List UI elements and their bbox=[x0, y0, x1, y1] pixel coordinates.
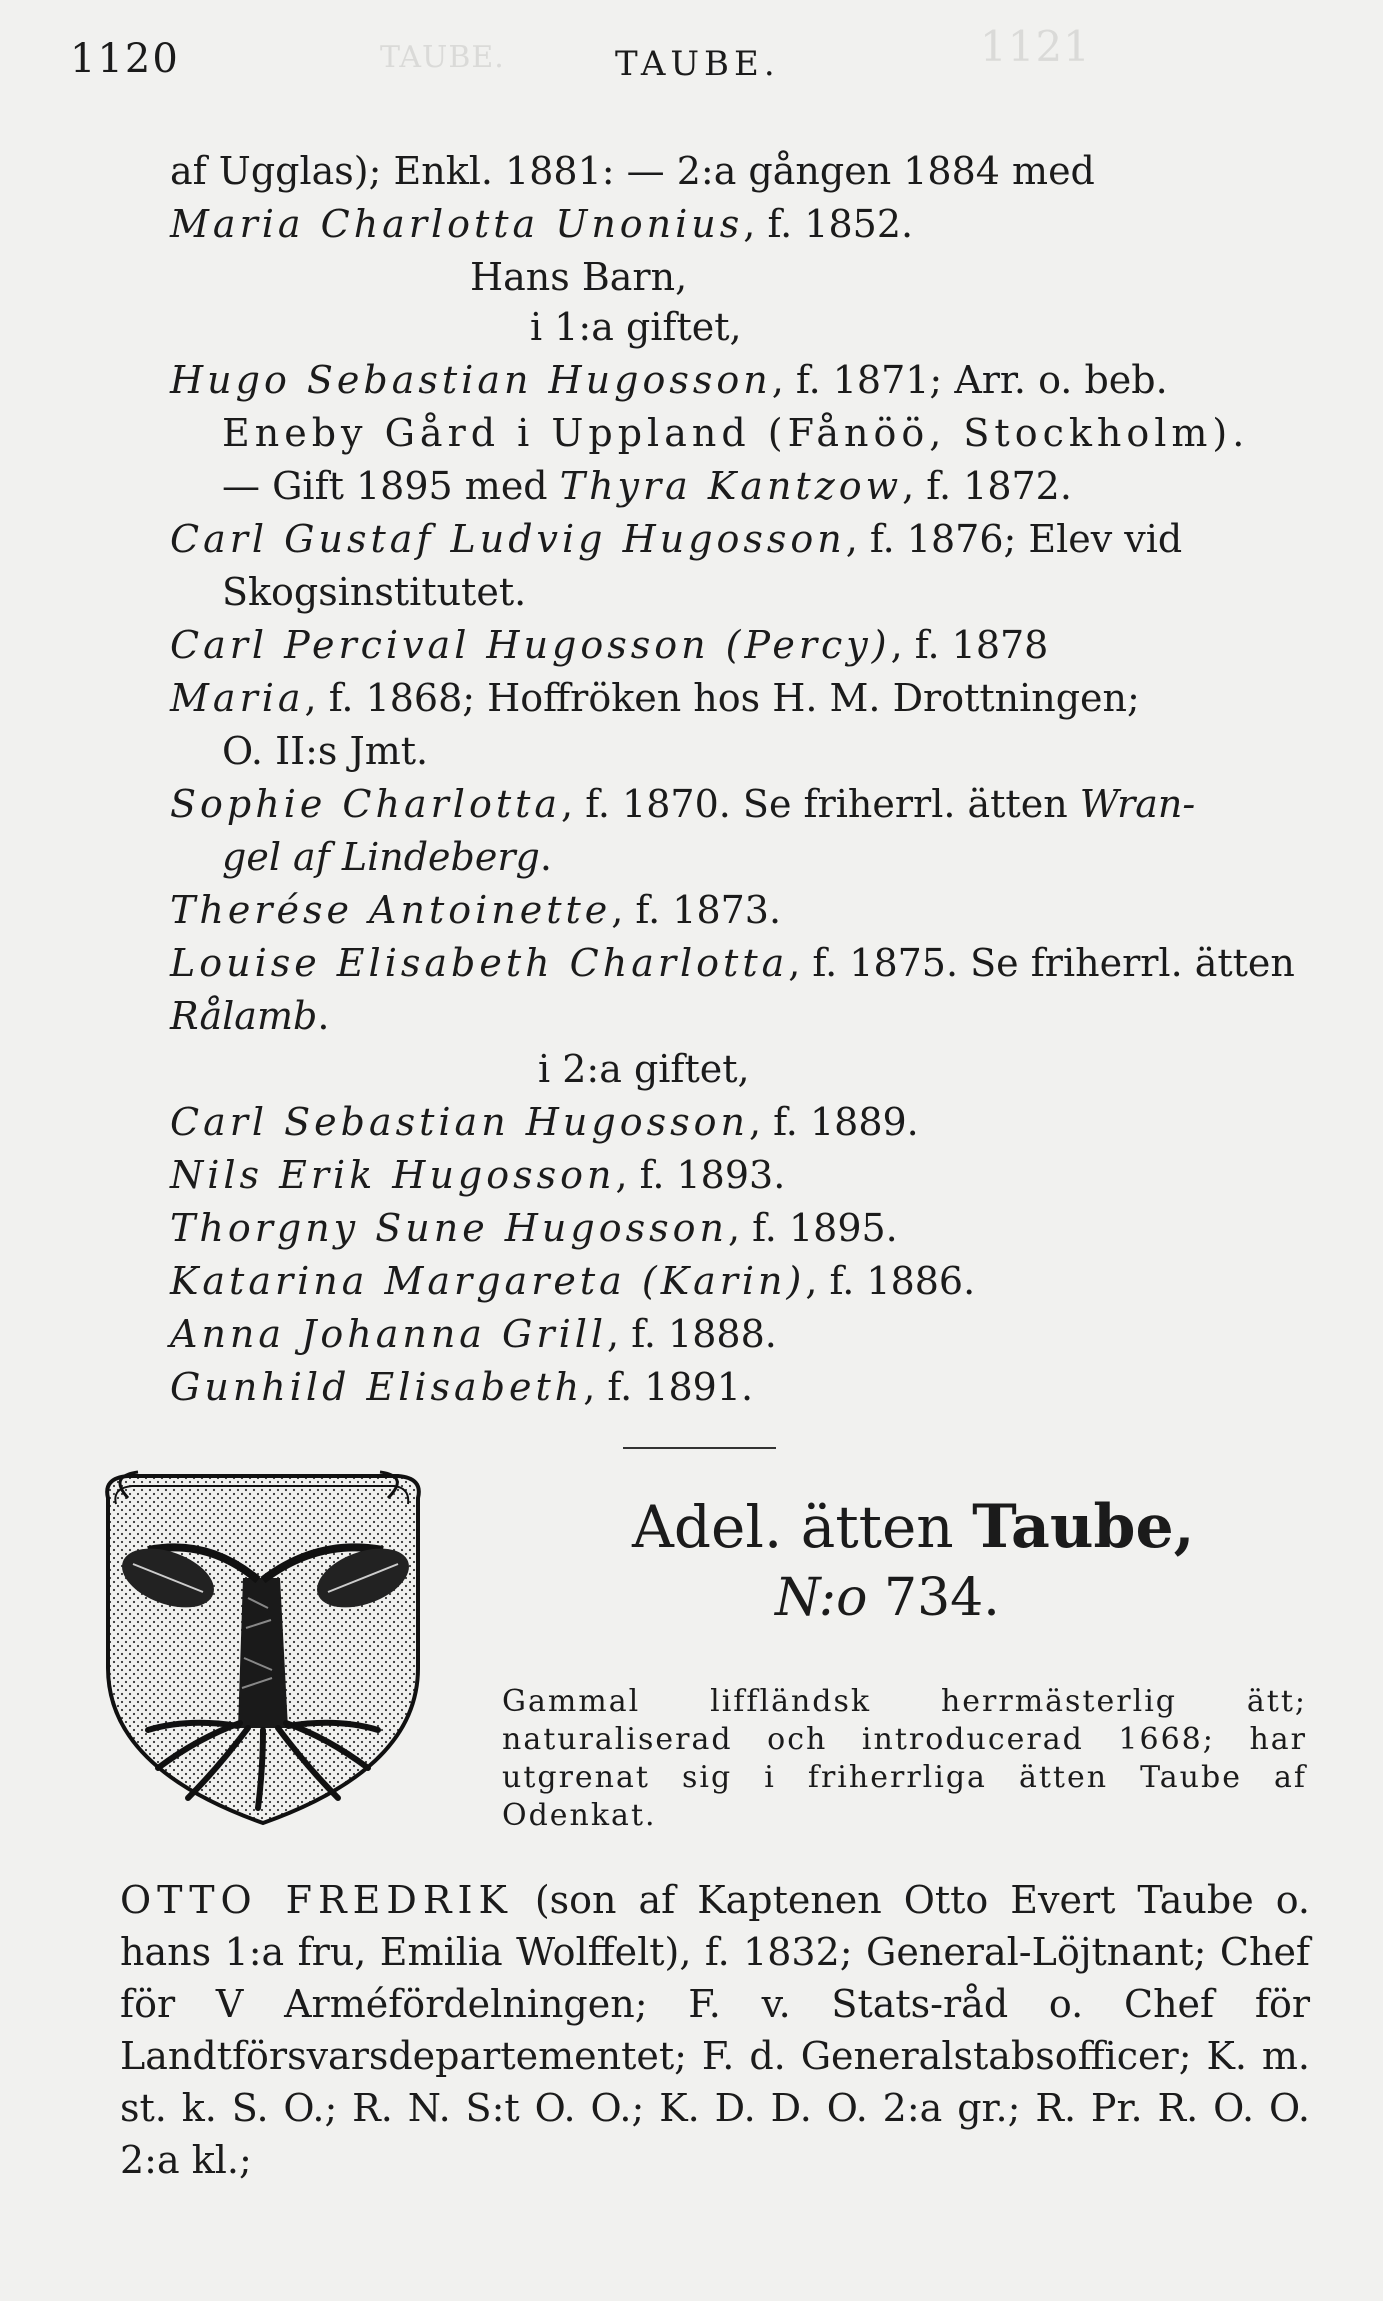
section-divider bbox=[623, 1447, 776, 1449]
main-entry: OTTO FREDRIK (son af Kaptenen Otto Evert Taube o. hans 1:a fru, Emilia Wolffelt), f. 1832; General-Löjtnant; Chef för V Arméfördelningen; F. v. Stats-råd o. Chef för Landtförsvarsdepartementet; F. d. Generalstabsofficer; K. m. st. k. S. O.; R. N. S:t O. O.; K. D. D. O. 2:a gr.; R. Pr. R. O. O. 2:a kl.; bbox=[120, 1878, 1310, 2182]
entry-line-19: Carl Sebastian Hugosson, f. 1889. bbox=[170, 1100, 919, 1144]
entry-line-9: Skogsinstitutet. bbox=[222, 570, 527, 614]
family-number: N:o 734. bbox=[775, 1568, 1000, 1628]
coat-of-arms-shield-icon bbox=[88, 1468, 438, 1830]
bleed-through-title: TAUBE. bbox=[380, 40, 505, 75]
entry-line-16: Louise Elisabeth Charlotta, f. 1875. Se friherrl. ätten bbox=[170, 941, 1295, 985]
entry-line-22: Katarina Margareta (Karin), f. 1886. bbox=[170, 1259, 976, 1303]
family-heading: Adel. ätten Taube, bbox=[632, 1492, 1195, 1562]
entry-line-18: i 2:a giftet, bbox=[538, 1047, 750, 1091]
page-number: 1120 bbox=[70, 36, 180, 82]
entry-line-24: Gunhild Elisabeth, f. 1891. bbox=[170, 1365, 754, 1409]
entry-line-2: Maria Charlotta Unonius, f. 1852. bbox=[170, 202, 914, 246]
entry-line-3: Hans Barn, bbox=[470, 255, 688, 299]
entry-line-20: Nils Erik Hugosson, f. 1893. bbox=[170, 1153, 786, 1197]
entry-line-11: Maria, f. 1868; Hoffröken hos H. M. Drottningen; bbox=[170, 676, 1140, 720]
entry-line-4: i 1:a giftet, bbox=[530, 305, 742, 349]
entry-line-7: — Gift 1895 med Thyra Kantzow, f. 1872. bbox=[222, 464, 1072, 508]
entry-line-6: Eneby Gård i Uppland (Fånöö, Stockholm). bbox=[222, 411, 1250, 455]
entry-line-13: Sophie Charlotta, f. 1870. Se friherrl. ätten Wran- bbox=[170, 782, 1196, 826]
entry-line-12: O. II:s Jmt. bbox=[222, 729, 429, 773]
entry-line-1: af Ugglas); Enkl. 1881: — 2:a gången 1884 med bbox=[170, 149, 1095, 193]
entry-line-8: Carl Gustaf Ludvig Hugosson, f. 1876; Elev vid bbox=[170, 517, 1183, 561]
entry-line-23: Anna Johanna Grill, f. 1888. bbox=[170, 1312, 777, 1356]
bleed-through-page-number: 1121 bbox=[980, 22, 1091, 71]
running-title: TAUBE. bbox=[615, 44, 780, 84]
family-description: Gammal liffländsk herrmästerlig ätt; naturaliserad och introducerad 1668; har utgrenat sig i friherrliga ätten Taube af Odenkat. bbox=[502, 1684, 1307, 1833]
entry-line-15: Therése Antoinette, f. 1873. bbox=[170, 888, 782, 932]
entry-line-5: Hugo Sebastian Hugosson, f. 1871; Arr. o. beb. bbox=[170, 358, 1168, 402]
entry-line-21: Thorgny Sune Hugosson, f. 1895. bbox=[170, 1206, 898, 1250]
entry-line-10: Carl Percival Hugosson (Percy), f. 1878 bbox=[170, 623, 1049, 667]
entry-line-17: Rålamb. bbox=[170, 994, 330, 1038]
entry-line-14: gel af Lindeberg. bbox=[222, 835, 552, 879]
